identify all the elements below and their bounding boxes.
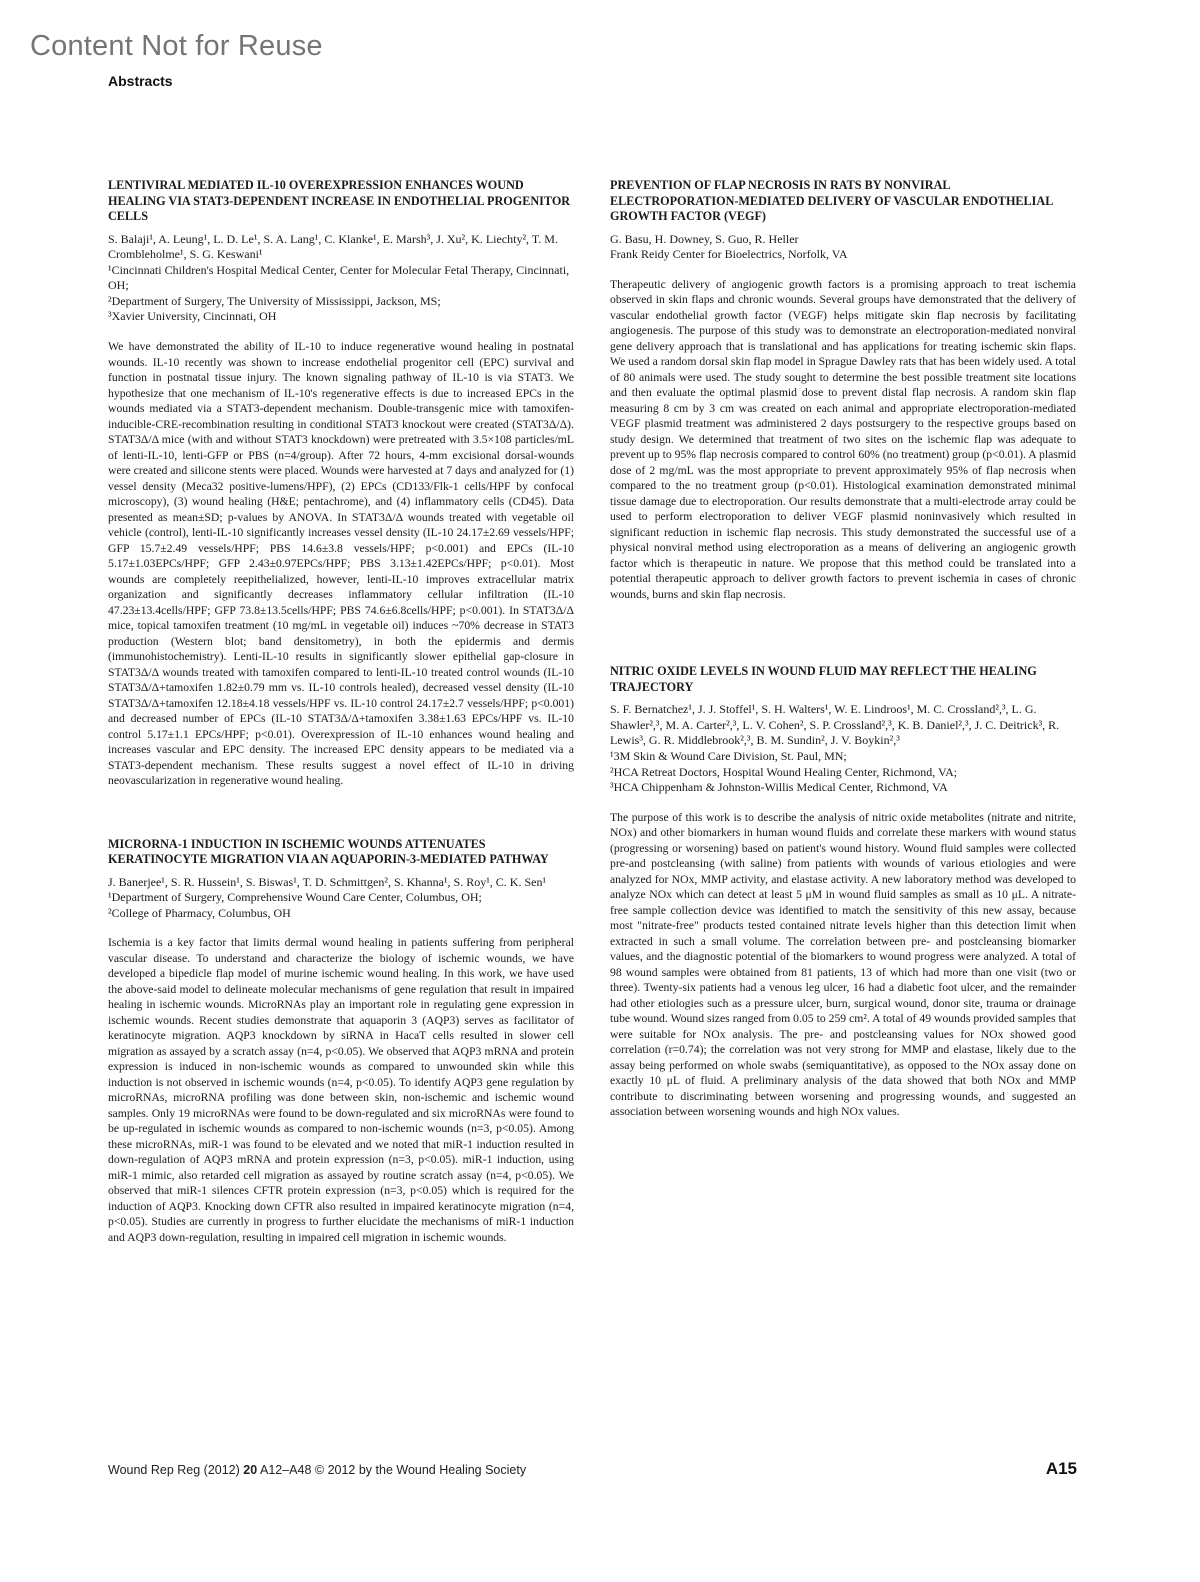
abstract-affiliations [108,890,574,921]
abstract-affiliations [610,749,1076,796]
abstract-affiliations [610,247,1076,263]
abstract-title: LENTIVIRAL MEDIATED IL-10 OVEREXPRESSION ENHANCES WOUND HEALING VIA STAT3-DEPENDENT INCREASE IN ENDOTHELIAL PROGENITOR CELLS [108,178,571,223]
page-number: A15 [1045,1459,1077,1478]
affiliation: Frank Reidy Center for Bioelectrics, Norfolk, VA [610,247,848,262]
affiliation: ³HCA Chippenham & Johnston-Willis Medical Center, Richmond, VA [610,780,948,795]
abstract-microrna [108,837,574,1246]
right-column [610,178,1076,1168]
footer-volume: 20 [243,1463,258,1477]
abstract-authors: S. Balaji¹, A. Leung¹, L. D. Le¹, S. A. Lang¹, C. Klanke¹, E. Marsh³, J. Xu², K. Liechty², T. M. Crombleholme¹, S. G. Keswani¹ [108,231,558,262]
abstract-vegf [610,178,1076,602]
affiliation: ¹Department of Surgery, Comprehensive Wound Care Center, Columbus, OH; [108,890,482,905]
footer-citation [108,1463,526,1477]
footer-journal: Wound Rep Reg (2012) [108,1463,240,1477]
abstract-title: NITRIC OXIDE LEVELS IN WOUND FLUID MAY REFLECT THE HEALING TRAJECTORY [610,664,1037,694]
affiliation: ³Xavier University, Cincinnati, OH [108,309,277,324]
affiliation: ²HCA Retreat Doctors, Hospital Wound Healing Center, Richmond, VA; [610,764,958,779]
watermark: Content Not for Reuse [30,30,323,62]
affiliation: ²College of Pharmacy, Columbus, OH [108,905,291,920]
left-column [108,178,574,1293]
abstract-title: PREVENTION OF FLAP NECROSIS IN RATS BY NONVIRAL ELECTROPORATION-MEDIATED DELIVERY OF VASCULAR ENDOTHELIAL GROWTH FACTOR (VEGF) [610,178,1053,223]
abstract-body: We have demonstrated the ability of IL-10 to induce regenerative wound healing in postnatal wounds. IL-10 recently was shown to increase endothelial progenitor cell (EPC) survival and function in postnatal tissue injury. The known signaling pathway of IL-10 is via STAT3. We hypothesize that one mechanism of IL-10's regenerative effects is due to increased EPCs in the wounds mediated via a STAT3-dependent mechanism. Double-transgenic mice with tamoxifen-inducible-CRE-recombination resulting in conditional STAT3 knockout were created (STAT3Δ/Δ). STAT3Δ/Δ mice (with and without STAT3 knockdown) were pretreated with 3.5×108 particles/mL of lenti-IL-10, lenti-GFP or PBS (n=4/group). After 72 hours, 4-mm excisional dorsal-wounds were created and silicone stents were placed. Wounds were harvested at 7 days and analyzed for (1) vessel density (Meca32 positive-lumens/HPF), (2) EPCs (CD133/Flk-1 cells/HPF by confocal microscopy), (3) wound healing (H&E; pentachrome), and (4) inflammatory cells (CD45). Data presented as mean±SD; p-values by ANOVA. In STAT3Δ/Δ wounds treated with vegetable oil vehicle (control), lenti-IL-10 significantly increases vessel density (IL-10 24.17±2.69 vessels/HPF; GFP 15.7±2.49 vessels/HPF; PBS 14.6±3.8 vessels/HPF; p<0.001) and EPCs (IL-10 5.17±1.03EPCs/HPF; GFP 2.43±0.97EPCs/HPF; PBS 3.13±1.42EPCs/HPF; p<0.01). Most wounds are completely reepithelialized, however, lenti-IL-10 improves extracellular matrix organization and significantly decreases inflammatory cellular infiltration (IL-10 47.23±13.4cells/HPF; GFP 73.8±13.5cells/HPF; PBS 74.6±6.8cells/HPF; p<0.001). In STAT3Δ/Δ mice, topical tamoxifen treatment (10 mg/mL in vegetable oil) induces ~70% decrease in STAT3 production (Western blot; band densitometry), in both the epidermis and dermis (immunohistochemistry). Lenti-IL-10 results in significantly slower epithelial gap-closure in STAT3Δ/Δ wounds treated with tamoxifen compared to lenti-IL-10 treated control wounds (IL-10 STAT3Δ/Δ+tamoxifen 1.82±0.79 mm vs. IL-10 controls healed), decreased vessel density (IL-10 STAT3Δ/Δ+tamoxifen 12.18±4.18 vessels/HPF vs. IL-10 control 24.17±2.7 vessels/HPF; p<0.001) and decreased number of EPCs (IL-10 STAT3Δ/Δ+tamoxifen 3.38±1.63 EPCs/HPF vs. IL-10 control 5.17±1.1 EPCs/HPF; p<0.01). Overexpression of IL-10 enhances wound healing and increases vascular and EPC density. The increased EPC density appears to be mediated via a STAT3-dependent mechanism. These results suggest a novel effect of IL-10 in driving neovascularization in regenerative wound healing. [108,340,574,788]
footer-pages: A12–A48 © 2012 by the Wound Healing Society [259,1463,527,1477]
abstract-body: The purpose of this work is to describe the analysis of nitric oxide metabolites (nitrate and nitrite, NOx) and other biomarkers in human wound fluids and correlate these markers with wound status (progressing or worsening) based on patient's wound history. Wound fluid samples were collected pre-and postcleansing (with saline) from patients with wounds of various etiologies and were analyzed for NOx, MMP activity, and elastase activity. A new laboratory method was developed to analyze NOx which can detect at least 5 μM in wound fluid samples as small as 10 μL. A nitrate-free sample collection device was identified to match the sensitivity of this new assay, because most "nitrate-free" products tested contained nitrate levels higher than this detection limit when extracted in such a small volume. The correlation between pre- and postcleansing biomarker values, and the diagnostic potential of the biomarkers to wound progress were analyzed. A total of 98 wound samples were obtained from 81 patients, 13 of which had more than one visit (two or three). Twenty-six patients had a venous leg ulcer, 16 had a diabetic foot ulcer, and the remainder had other etiologies such as a pressure ulcer, burn, surgical wound, donor site, trauma or drainage tube wound. Wound sizes ranged from 0.05 to 259 cm². A total of 49 wounds provided samples that were suitable for NOx analysis. The pre- and postcleansing values for NOx showed good correlation (r=0.74); the correlation was not very strong for MMP and elastase, likely due to the assay being performed on whole swabs (semiquantitative), as opposed to the NOx assay done on exactly 10 μL of fluid. A preliminary analysis of the data showed that both NOx and MMP contribute to discriminating between worsening and progressing wounds, and suggested an association between worsening wounds and high NOx values. [610,810,1076,1119]
abstract-authors: S. F. Bernatchez¹, J. J. Stoffel¹, S. H. Walters¹, W. E. Lindroos¹, M. C. Crossland²,³, L. G. Shawler²,³, M. A. Carter²,³, L. V. Cohen², S. P. Crossland²,³, K. B. Daniel²,³, J. C. Deitrick³, R. Lewis³, G. R. Middlebrook²,³, B. M. Sundin², J. V. Boykin²,³ [610,702,1060,748]
affiliation: ²Department of Surgery, The University of Mississippi, Jackson, MS; [108,293,441,308]
affiliation: ¹3M Skin & Wound Care Division, St. Paul, MN; [610,748,847,763]
section-label: Abstracts [108,73,173,89]
affiliation: ¹Cincinnati Children's Hospital Medical Center, Center for Molecular Fetal Therapy, Cincinnati, OH; [108,262,570,293]
abstract-nitric-oxide [610,664,1076,1120]
abstract-authors: G. Basu, H. Downey, S. Guo, R. Heller [610,231,799,246]
abstract-affiliations [108,263,574,325]
abstract-authors: J. Banerjee¹, S. R. Hussein¹, S. Biswas¹, T. D. Schmittgen², S. Khanna¹, S. Roy¹, C. K. Sen¹ [108,874,547,889]
abstract-title: MICRORNA-1 INDUCTION IN ISCHEMIC WOUNDS ATTENUATES KERATINOCYTE MIGRATION VIA AN AQUAPORIN-3-MEDIATED PATHWAY [108,836,549,867]
abstract-body: Ischemia is a key factor that limits dermal wound healing in patients suffering from peripheral vascular disease. To understand and characterize the biology of ischemic wounds, we have developed a bipedicle flap model of murine ischemic wound healing. In this work, we have used the above-said model to delineate molecular mechanisms of gene regulation that result in impaired healing in ischemic wounds. MicroRNAs play an important role in regulating gene expression in ischemic wounds. Recent studies demonstrate that aquaporin 3 (AQP3) serves as facilitator of keratinocyte migration. AQP3 knockdown by siRNA in HacaT cells resulted in slower cell migration as assayed by a scratch assay (n=4, p<0.05). We observed that AQP3 mRNA and protein expression is induced in non-ischemic wounds as compared to unwounded skin while this induction is not observed in ischemic wounds (n=4, p<0.05). To identify AQP3 gene regulation by microRNAs, microRNA profiling was done between skin, non-ischemic and ischemic wound samples. Only 19 microRNAs were found to be down-regulated and six microRNAs were found to be up-regulated in ischemic wounds as compared to non-ischemic wounds (n=3, p<0.05). Among these microRNAs, miR-1 was found to be elevated and we noted that miR-1 induction resulted in down-regulation of AQP3 mRNA and protein expression (n=3, p<0.05). miR-1 induction, using miR-1 mimic, also retarded cell migration as assayed by routine scratch assay (n=4, p<0.05). We observed that miR-1 silences CFTR protein expression (n=3, p<0.05) which is required for the induction of AQP3. Knocking down CFTR also resulted in impaired keratinocyte migration (n=4, p<0.05). Studies are currently in progress to further elucidate the mechanisms of miR-1 induction and AQP3 down-regulation, resulting in impaired cell migration in ischemic wounds. [108,936,574,1244]
abstract-il10 [108,178,574,789]
abstract-body: Therapeutic delivery of angiogenic growth factors is a promising approach to treat ischemia observed in skin flaps and chronic wounds. Several groups have demonstrated that the delivery of vascular endothelial growth factor (VEGF) helps mitigate skin flap necrosis by facilitating angiogenesis. The purpose of this study was to demonstrate an electroporation-mediated nonviral gene delivery approach that is translational and has applications for treating ischemic skin flaps. We used a random dorsal skin flap model in Sprague Dawley rats that has been widely used. A total of 80 animals were used. The study sought to determine the best possible treatment site locations and then evaluate the optimal plasmid dose to prevent distal flap necrosis. A random skin flap measuring 8 cm by 3 cm was created on each animal and appropriate electroporation-mediated VEGF plasmid treatment was administered 2 days postsurgery to the respective groups based on study design. We determined that treatment of two sites on the ischemic flap was adequate to prevent up to 95% flap necrosis compared to control 60% (no treatment) group (p<0.01). A plasmid dose of 2 mg/mL was the most appropriate to prevent approximately 95% of flap necrosis when compared to the no treatment group (p<0.01). Histological examination demonstrated minimal tissue damage due to electroporation. Our results demonstrate that a multi-electrode array could be used to perform electroporation to deliver VEGF plasmid noninvasively which resulted in significant reduction in ischemic flap necrosis. This study demonstrated the successful use of a physical nonviral method using electroporation as a means of delivering an angiogenic growth factor which is therapeutic in nature. We propose that this method could be translated into a potential therapeutic approach to deliver growth factors to prevent ischemia in cases of chronic wounds, burns and skin flap necrosis. [610,277,1076,601]
